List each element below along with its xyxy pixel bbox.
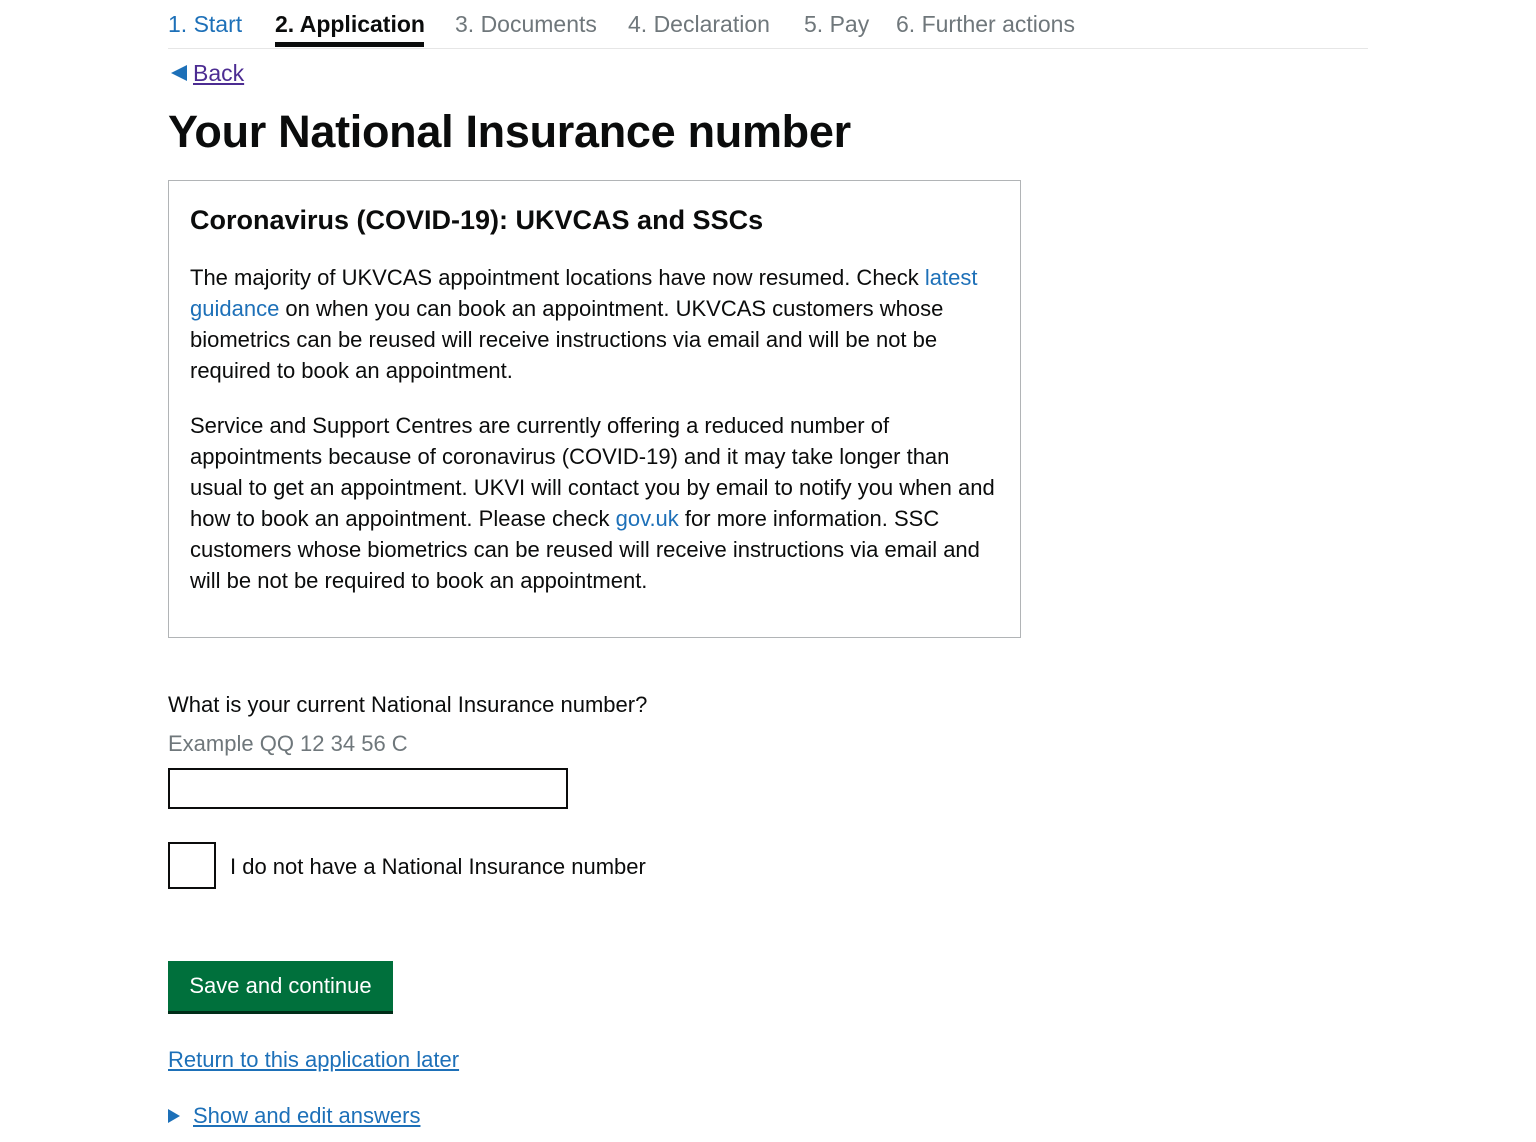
latest-guidance-link[interactable]: latest guidance xyxy=(190,265,978,321)
notice-p1-text-after: on when you can book an appointment. UKVCAS customers whose biometrics can be reused will receive instructions via email and will be not be required to book an appointment. xyxy=(190,296,944,383)
save-and-continue-button[interactable]: Save and continue xyxy=(168,961,393,1011)
show-edit-answers-toggle[interactable] xyxy=(168,1101,420,1131)
back-arrow-icon xyxy=(171,65,187,81)
ni-hint: Example QQ 12 34 56 C xyxy=(168,731,408,756)
step-documents: 3. Documents xyxy=(455,11,597,37)
ni-number-input[interactable] xyxy=(168,768,568,809)
notice-p2-text-before: Service and Support Centres are currently offering a reduced number of appointments because of coronavirus (COVID-19) and it may take longer than usual to get an appointment. UKVI will contact you by email to notify you when and how to book an appointment. Please check xyxy=(190,413,995,531)
step-start-link[interactable]: 1. Start xyxy=(168,11,243,37)
gov-uk-link[interactable]: gov.uk xyxy=(615,506,679,531)
back-link-label: Back xyxy=(193,60,245,86)
return-later-link[interactable]: Return to this application later xyxy=(168,1047,460,1072)
step-declaration: 4. Declaration xyxy=(628,11,770,37)
page-title: Your National Insurance number xyxy=(168,106,851,157)
notice-title: Coronavirus (COVID-19): UKVCAS and SSCs xyxy=(190,205,764,235)
notice-p1-text-before: The majority of UKVCAS appointment locations have now resumed. Check xyxy=(190,265,925,290)
no-ni-checkbox[interactable] xyxy=(168,842,216,889)
step-application-current: 2. Application xyxy=(275,11,425,37)
ni-question-label: What is your current National Insurance number? xyxy=(168,692,648,717)
covid-notice-panel xyxy=(168,180,1021,638)
notice-paragraph-ssc xyxy=(190,410,1000,596)
show-edit-answers-label[interactable]: Show and edit answers xyxy=(193,1103,421,1128)
notice-paragraph-ukvcas xyxy=(190,262,1000,386)
step-further-actions: 6. Further actions xyxy=(896,11,1075,37)
back-link[interactable] xyxy=(171,58,244,88)
no-ni-checkbox-label[interactable]: I do not have a National Insurance number xyxy=(230,854,646,879)
current-step-indicator xyxy=(275,42,424,47)
notice-p2-text-after: for more information. SSC customers whose biometrics can be reused will receive instructions via email and will be not be required to book an appointment. xyxy=(190,506,980,593)
expand-triangle-icon xyxy=(168,1109,180,1123)
step-pay: 5. Pay xyxy=(804,11,870,37)
